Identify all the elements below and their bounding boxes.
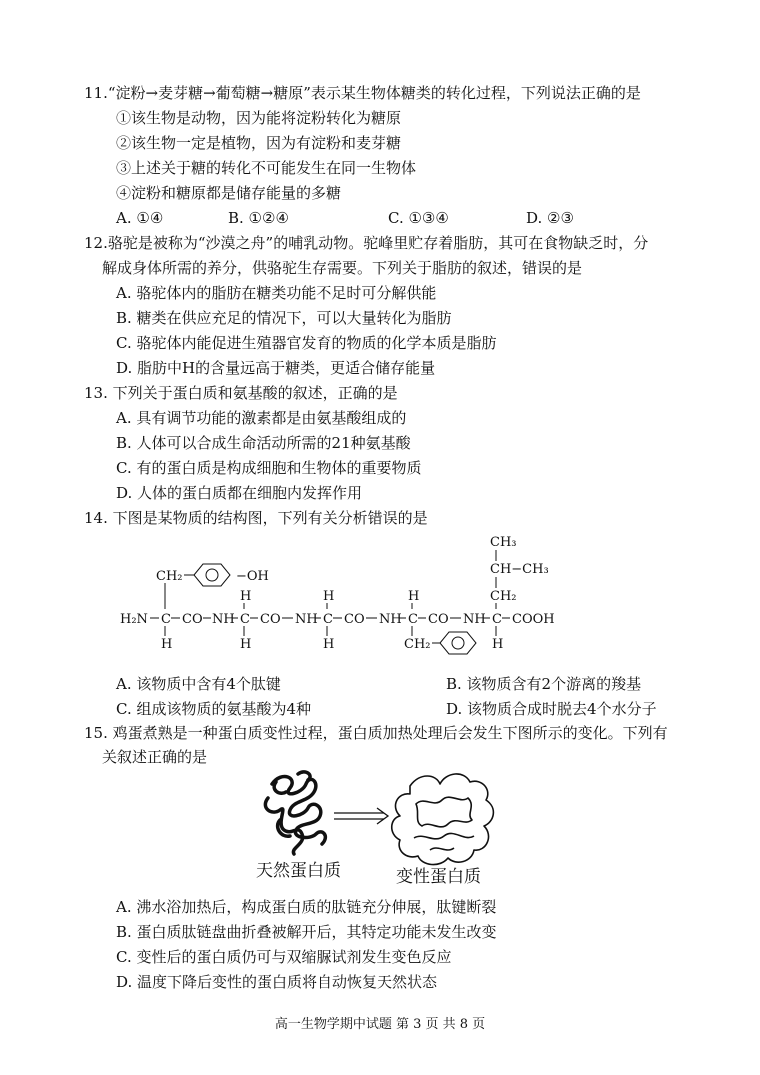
q13-stem: 13. 下列关于蛋白质和氨基酸的叙述，正确的是 xyxy=(84,384,398,402)
q11-item-4: ④淀粉和糖原都是储存能量的多糖 xyxy=(116,184,342,202)
backbone-co1: CO xyxy=(182,612,203,627)
backbone-nh3: NH xyxy=(379,612,402,627)
q11-item-3: ③上述关于糖的转化不可能发生在同一生物体 xyxy=(116,159,417,177)
h-bottom-3: H xyxy=(323,637,335,652)
q12-stem-line1: 12.骆驼是被称为“沙漠之舟”的哺乳动物。驼峰里贮存着脂肪，其可在食物缺乏时，分 xyxy=(84,234,649,252)
oh-label: −OH xyxy=(236,569,269,584)
q15-stem-line2: 关叙述正确的是 xyxy=(102,748,208,766)
page-footer: 高一生物学期中试题 第 3 页 共 8 页 xyxy=(274,1017,486,1032)
q14-option-b: B. 该物质含有2个游离的羧基 xyxy=(446,675,642,693)
q11-item-1: ①该生物是动物，因为能将淀粉转化为糖原 xyxy=(116,109,402,127)
backbone-nh1: NH xyxy=(212,612,235,627)
backbone-co3: CO xyxy=(344,612,365,627)
q14-option-d: D. 该物质合成时脱去4个水分子 xyxy=(446,700,657,718)
h-top-3: H xyxy=(323,589,335,604)
q11-option-a: A. ①④ xyxy=(116,209,164,227)
backbone-c2: C xyxy=(240,612,250,627)
q15-option-c: C. 变性后的蛋白质仍可与双缩脲试剂发生变色反应 xyxy=(116,948,452,966)
h-top-2: H xyxy=(240,589,252,604)
native-protein-label: 天然蛋白质 xyxy=(256,861,341,881)
q11-option-c: C. ①③④ xyxy=(388,209,449,227)
q13-option-d: D. 人体的蛋白质都在细胞内发挥作用 xyxy=(116,484,363,502)
ch2-right-label: CH₂ xyxy=(490,589,517,604)
ch3-top-label: CH₃ xyxy=(490,535,517,550)
q15-option-a: A. 沸水浴加热后，构成蛋白质的肽链充分伸展，肽键断裂 xyxy=(116,898,497,916)
backbone-c1: C xyxy=(161,612,171,627)
q13-option-a: A. 具有调节功能的激素都是由氨基酸组成的 xyxy=(116,409,407,427)
native-protein-shape xyxy=(265,772,325,854)
h-bottom-1: H xyxy=(161,637,173,652)
q15-option-b: B. 蛋白质肽链盘曲折叠被解开后，其特定功能未发生改变 xyxy=(116,923,497,941)
ch-ch3-label: CH−CH₃ xyxy=(490,562,549,577)
backbone-co4: CO xyxy=(428,612,449,627)
q14-option-a: A. 该物质中含有4个肽键 xyxy=(116,675,281,693)
q12-option-b: B. 糖类在供应充足的情况下，可以大量转化为脂肪 xyxy=(116,309,452,327)
backbone-c4: C xyxy=(408,612,418,627)
q11-option-d: D. ②③ xyxy=(526,209,574,227)
q12-option-c: C. 骆驼体内能促进生殖器官发育的物质的化学本质是脂肪 xyxy=(116,334,497,352)
backbone-co2: CO xyxy=(260,612,281,627)
h-top-4: H xyxy=(408,589,420,604)
backbone-c3: C xyxy=(323,612,333,627)
q12-option-a: A. 骆驼体内的脂肪在糖类功能不足时可分解供能 xyxy=(116,284,437,302)
q11-option-b: B. ①②④ xyxy=(228,209,289,227)
q11-stem: 11.“淀粉→麦芽糖→葡萄糖→糖原”表示某生物体糖类的转化过程，下列说法正确的是 xyxy=(84,84,641,102)
double-arrow-icon xyxy=(334,808,388,824)
q13-option-c: C. 有的蛋白质是构成细胞和生物体的重要物质 xyxy=(116,459,422,477)
denatured-protein-shape xyxy=(392,774,494,865)
q12-option-d: D. 脂肪中H的含量远高于糖类，更适合储存能量 xyxy=(116,359,436,377)
q15-stem-line1: 15. 鸡蛋煮熟是一种蛋白质变性过程，蛋白质加热处理后会发生下图所示的变化。下列有 xyxy=(84,724,668,742)
denatured-protein-label: 变性蛋白质 xyxy=(396,867,481,887)
q11-item-2: ②该生物一定是植物，因为有淀粉和麦芽糖 xyxy=(116,134,402,152)
peptide-structure-diagram xyxy=(110,530,570,665)
h-bottom-5: H xyxy=(492,637,504,652)
q14-option-c: C. 组成该物质的氨基酸为4种 xyxy=(116,700,312,718)
q12-stem-line2: 解成身体所需的养分，供骆驼生存需要。下列关于脂肪的叙述，错误的是 xyxy=(102,259,583,277)
ch2-bottom-label: CH₂ xyxy=(404,637,431,652)
backbone-cooh: COOH xyxy=(512,612,555,627)
backbone-c5: C xyxy=(492,612,502,627)
backbone-nh4: NH xyxy=(463,612,486,627)
ch2-left-label: CH₂ xyxy=(156,569,183,584)
protein-denaturation-diagram xyxy=(250,764,510,890)
h2n-label: H₂N xyxy=(120,612,148,627)
q14-stem: 14. 下图是某物质的结构图，下列有关分析错误的是 xyxy=(84,509,428,527)
q13-option-b: B. 人体可以合成生命活动所需的21种氨基酸 xyxy=(116,434,411,452)
backbone-nh2: NH xyxy=(295,612,318,627)
q15-option-d: D. 温度下降后变性的蛋白质将自动恢复天然状态 xyxy=(116,973,438,991)
h-bottom-2: H xyxy=(240,637,252,652)
